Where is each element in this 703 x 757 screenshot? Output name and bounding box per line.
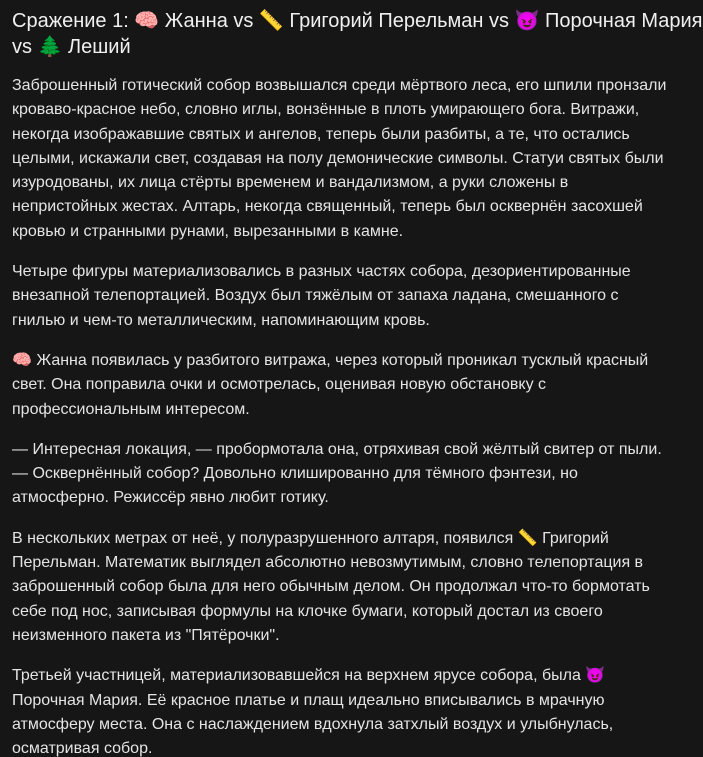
paragraph-line: атмосферу места. Она с наслаждением вдохнула затхлый воздух и улыбнулась,	[12, 715, 614, 733]
story-paragraph	[12, 349, 691, 422]
paragraph-line: — Осквернённый собор? Довольно клишированно для тёмного фэнтези, но	[12, 465, 578, 483]
paragraph-line: Перельман. Математик выглядел абсолютно невозмутимым, словно телепортация в	[12, 554, 644, 572]
story-paragraph	[12, 664, 691, 757]
paragraph-line: целыми, искажали свет, создавая на полу демонические символы. Статуи святых были	[12, 149, 664, 167]
paragraph-line: Третьей участницей, материализовавшейся на верхнем ярусе собора, была 😈	[12, 667, 606, 685]
paragraph-line: неизменного пакета из "Пятёрочки".	[12, 626, 280, 644]
paragraph-line: профессиональным интересом.	[12, 400, 250, 418]
paragraph-line: некогда изображавшие святых и ангелов, теперь были разбиты, а те, что остались	[12, 125, 630, 143]
paragraph-line: осматривая собор.	[12, 740, 153, 757]
paragraph-line: себе под нос, записывая формулы на клочке бумаги, который достал из своего	[12, 602, 603, 620]
story-paragraph	[12, 527, 691, 648]
title-line: vs 🌲 Леший	[12, 36, 131, 58]
paragraph-line: Порочная Мария. Её красное платье и плащ идеально вписывались в мрачную	[12, 691, 605, 709]
paragraph-line: атмосферно. Режиссёр явно любит готику.	[12, 489, 329, 507]
paragraph-line: В нескольких метрах от неё, у полуразрушенного алтаря, появился 📏 Григорий	[12, 529, 609, 547]
paragraph-line: непристойных жестах. Алтарь, некогда священный, теперь был осквернён засохшей	[12, 198, 643, 216]
paragraph-line: свет. Она поправила очки и осмотрелась, оценивая новую обстановку с	[12, 376, 547, 394]
story-paragraph	[12, 260, 691, 333]
story-paragraph	[12, 438, 691, 511]
paragraph-line: Заброшенный готический собор возвышался среди мёртвого леса, его шпили пронзали	[12, 77, 667, 94]
paragraph-line: изуродованы, их лица стёрты временем и вандализмом, а руки сложены в	[12, 174, 569, 192]
paragraph-line: кроваво-красное небо, словно иглы, вонзённые в плоть умирающего бога. Витражи,	[12, 101, 640, 119]
paragraph-line: внезапной телепортацией. Воздух был тяжёлым от запаха ладана, смешанного с	[12, 287, 619, 305]
battle-title	[12, 8, 703, 60]
paragraph-line: кровью и странными рунами, вырезанными в камне.	[12, 222, 404, 240]
paragraph-line: 🧠 Жанна появилась у разбитого витража, через который проникал тусклый красный	[12, 351, 649, 369]
title-line: Сражение 1: 🧠 Жанна vs 📏 Григорий Перельман vs 😈 Порочная Мария	[12, 10, 703, 32]
paragraph-line: заброшенный собор была для него обычным делом. Он продолжал что-то бормотать	[12, 578, 650, 596]
story-paragraph	[12, 74, 691, 244]
paragraph-line: Четыре фигуры материализовались в разных частях собора, дезориентированные	[12, 263, 631, 281]
paragraph-line: гнилью и чем-то металлическим, напоминающим кровь.	[12, 311, 430, 329]
paragraph-line: — Интересная локация, — пробормотала она, отряхивая свой жёлтый свитер от пыли.	[12, 440, 662, 458]
